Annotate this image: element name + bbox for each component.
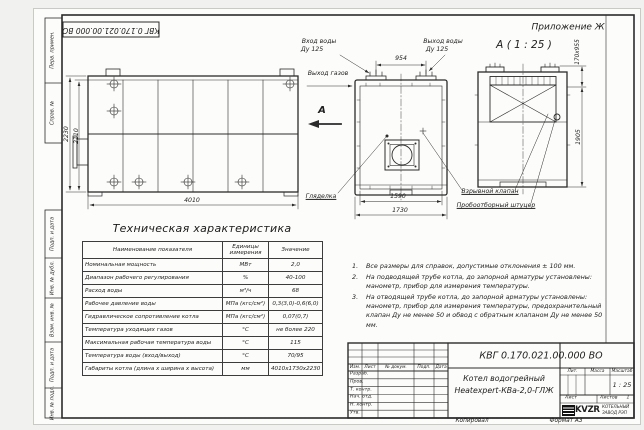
stamp-inv-podl: Инв. № подл. [49,385,56,421]
spec-name: Температура воды (вход/выход) [83,350,223,363]
stamp-perv-primen: Перв. примен. [49,31,56,69]
water-outlet-label: Выход воды [423,37,463,45]
sheets-value: 1 [626,395,630,401]
spec-value: 2,0 [269,259,323,272]
row-label-razrab: Разраб. [350,371,369,377]
dim-170x955: 170х955 [575,39,582,65]
sight-glass-label: Гляделка [305,192,337,200]
spec-name: Диапазон рабочего регулирования [83,272,223,285]
table-row [83,350,323,363]
spec-units: м³/ч [223,285,269,298]
spec-value: 4010х1730х2230 [269,363,323,376]
spec-units: мм [223,363,269,376]
sampling-fitting-label: Пробоотборный штуцер [456,201,536,209]
spec-header-units: Единицы измерения [223,242,269,259]
stamp-vzam-inv: Взам. инв. № [49,303,56,337]
spec-table [82,241,323,376]
row-label-tkontr: Т. контр. [350,387,372,393]
kvzr-logo-icon [562,405,575,416]
col-header-list: Лист [364,364,376,370]
table-row [83,259,323,272]
lit-label: Лит. [567,368,578,374]
note-text: На отводящей трубе котла, до запорной арматуры установлены: манометр, прибор для измерения температуры, предохранительный клапан Ду не менее 50 и обвод с обратным клапаном Ду не менее 50 мм. [366,293,603,329]
water-outlet-dn: Ду 125 [425,45,449,53]
copy-label: Копировал [455,418,489,425]
company-name-line1: КОТЕЛЬНЫЙ [602,403,630,409]
section-view [475,63,586,203]
scale-value: 1 : 25 [612,380,632,389]
note-2 [352,273,608,291]
spec-header-value: Значение [269,242,323,259]
product-name-line1: Котел водогрейный [463,374,545,384]
water-inlet-dn: Ду 125 [300,45,324,53]
spec-header-row [83,242,323,259]
table-row [83,363,323,376]
table-row [83,285,323,298]
spec-units: °С [223,324,269,337]
note-text: Все размеры для справок, допустимые отклонения ± 100 мм. [366,262,576,270]
spec-value: не более 220 [269,324,323,337]
spec-table-block [82,222,322,376]
dim-2110: 2110 [72,128,80,144]
col-header-data: Дата [435,364,447,370]
col-header-docnum: № докум. [385,364,407,370]
row-label-prov: Пров. [350,379,364,385]
sheet-label: Лист [565,395,577,401]
table-row [83,337,323,350]
format-label: Формат А3 [549,418,583,425]
stamp-inv-dubl: Инв. № дубл. [49,260,56,296]
spec-name: Температура уходящих газов [83,324,223,337]
spec-units: °С [223,350,269,363]
spec-name: Гидравлическое сопротивление котла [83,311,223,324]
table-row [83,324,323,337]
spec-units: МВт [223,259,269,272]
dim-1905: 1905 [574,129,582,145]
note-number: 2. [352,273,359,282]
note-1 [352,262,608,271]
table-row [83,311,323,324]
dim-1590: 1590 [390,192,406,200]
spec-name: Номинальная мощность [83,259,223,272]
gas-outlet-label: Выход газов [307,69,349,77]
spec-name: Расход воды [83,285,223,298]
spec-name: Рабочее давление воды [83,298,223,311]
spec-units: МПа (кгс/см²) [223,311,269,324]
note-number: 3. [352,293,359,302]
view-arrow-letter: А [318,105,326,116]
spec-value: 115 [269,337,323,350]
stamp-podp-data-2: Подп. и дата [49,347,56,383]
side-view [62,69,298,209]
spec-name: Максимальная рабочая температура воды [83,337,223,350]
row-label-utv: Утв. [350,410,360,416]
mass-label: Масса [590,368,605,374]
section-title: А ( 1 : 25 ) [496,38,552,51]
scale-label: Масштаб [611,368,633,374]
col-header-podp: Подп. [417,364,431,370]
dim-954: 954 [395,54,407,62]
spec-value: 40-100 [269,272,323,285]
explosion-valve-label: Взрывной клапан [461,187,519,195]
table-row [83,298,323,311]
appendix-label: Приложение Ж [531,22,605,33]
sheets-label: Листов [600,395,618,401]
spec-units: % [223,272,269,285]
logo-text: KVZR [575,404,600,415]
note-3 [352,293,608,329]
note-number: 1. [352,262,359,270]
spec-value: 68 [269,285,323,298]
spec-header-name: Наименование показателя [83,242,223,259]
titleblock-doc-number: КВГ 0.170.021.00.000 ВО [479,349,603,361]
row-label-nkontr: Н. контр. [350,402,373,408]
spec-value: 0,3(3,0)-0,6(6,0) [269,298,323,311]
notes-block [352,262,608,332]
product-name-line2: Heatexpert-КВа-2,0-ГЛЖ [454,386,554,396]
water-inlet-label: Вход воды [301,37,337,45]
spec-units: МПа (кгс/см²) [223,298,269,311]
col-header-izm: Изм. [349,364,361,370]
dim-4010: 4010 [184,196,200,204]
company-name-line2: ЗАВОД РЭП [602,409,627,415]
spec-table-title: Техническая характеристика [112,222,292,235]
stamp-podp-data-1: Подп. и дата [49,216,56,252]
dim-2230: 2230 [62,126,70,142]
note-text: На подводящей трубе котла, до запорной арматуры установлены: манометр, прибор для измерения температуры. [366,273,592,291]
spec-units: °С [223,337,269,350]
spec-name: Габариты котла (длина х ширина х высота) [83,363,223,376]
table-row [83,272,323,285]
spec-value: 70/95 [269,350,323,363]
top-doc-number: КВГ 0.170.021.00.000 ВО [62,25,160,35]
spec-value: 0,07(0,7) [269,311,323,324]
dim-1730: 1730 [392,206,408,214]
row-label-nachotd: Нач. отд. [350,395,373,401]
stamp-sprav-no: Справ. № [49,100,56,126]
